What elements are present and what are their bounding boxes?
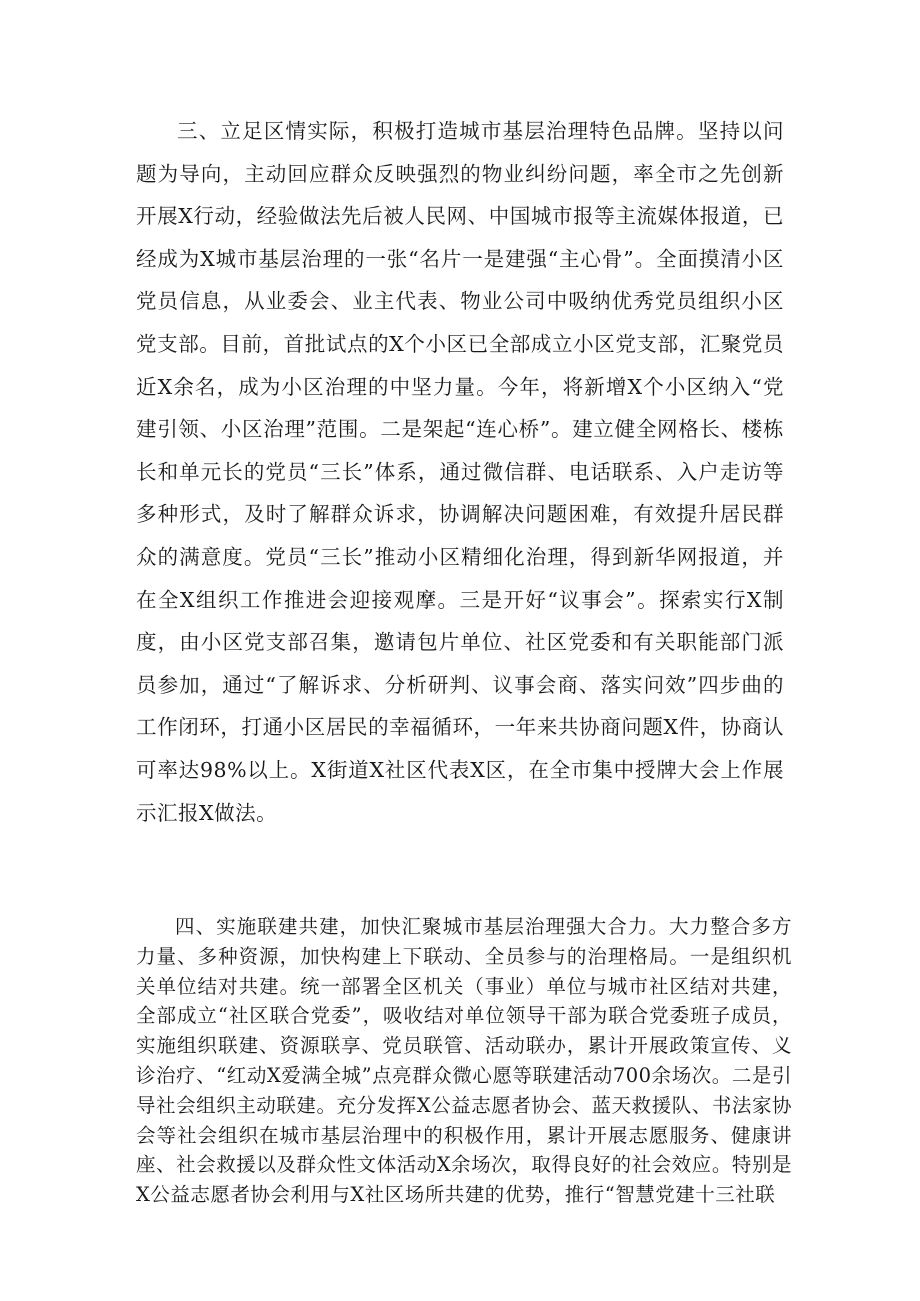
paragraph-section-4: 四、实施联建共建，加快汇聚城市基层治理强大合力。大力整合多方力量、多种资源，加快构建上下联动、全员参与的治理格局。一是组织机关单位结对共建。统一部署全区机关（事业）单位与城市社区结对共建，全部成立“社区联合党委”，吸收结对单位领导干部为联合党委班子成员，实施组织联建、资源联享、党员联管、活动联办，累计开展政策宣传、义诊治疗、“红动X爱满全城”点亮群众微心愿等联建活动700余场次。二是引导社会组织主动联建。充分发挥X公益志愿者协会、蓝天救援队、书法家协会等社会组织在城市基层治理中的积极作用，累计开展志愿服务、健康讲座、社会救援以及群众性文体活动X余场次，取得良好的社会效应。特别是X公益志愿者协会利用与X社区场所共建的优势，推行“智慧党建十三社联 — [136, 915, 792, 1207]
paragraph-section-3: 三、立足区情实际，积极打造城市基层治理特色品牌。坚持以问题为导向，主动回应群众反映强烈的物业纠纷问题，率全市之先创新开展X行动，经验做法先后被人民网、中国城市报等主流媒体报道，已经成为X城市基层治理的一张“名片一是建强“主心骨”。全面摸清小区党员信息，从业委会、业主代表、物业公司中吸纳优秀党员组织小区党支部。目前，首批试点的X个小区已全部成立小区党支部，汇聚党员近X余名，成为小区治理的中坚力量。今年，将新增X个小区纳入“党建引领、小区治理”范围。二是架起“连心桥”。建立健全网格长、楼栋长和单元长的党员“三长”体系，通过微信群、电话联系、入户走访等多种形式，及时了解群众诉求，协调解决问题困难，有效提升居民群众的满意度。党员“三长”推动小区精细化治理，得到新华网报道，并在全X组织工作推进会迎接观摩。三是开好“议事会”。探索实行X制度，由小区党支部召集，邀请包片单位、社区党委和有关职能部门派员参加，通过“了解诉求、分析研判、议事会商、落实问效”四步曲的工作闭环，打通小区居民的幸福循环，一年来共协商问题X件，协商认可率达98%以上。X街道X社区代表X区，在全市集中授牌大会上作展示汇报X做法。 — [136, 119, 784, 825]
